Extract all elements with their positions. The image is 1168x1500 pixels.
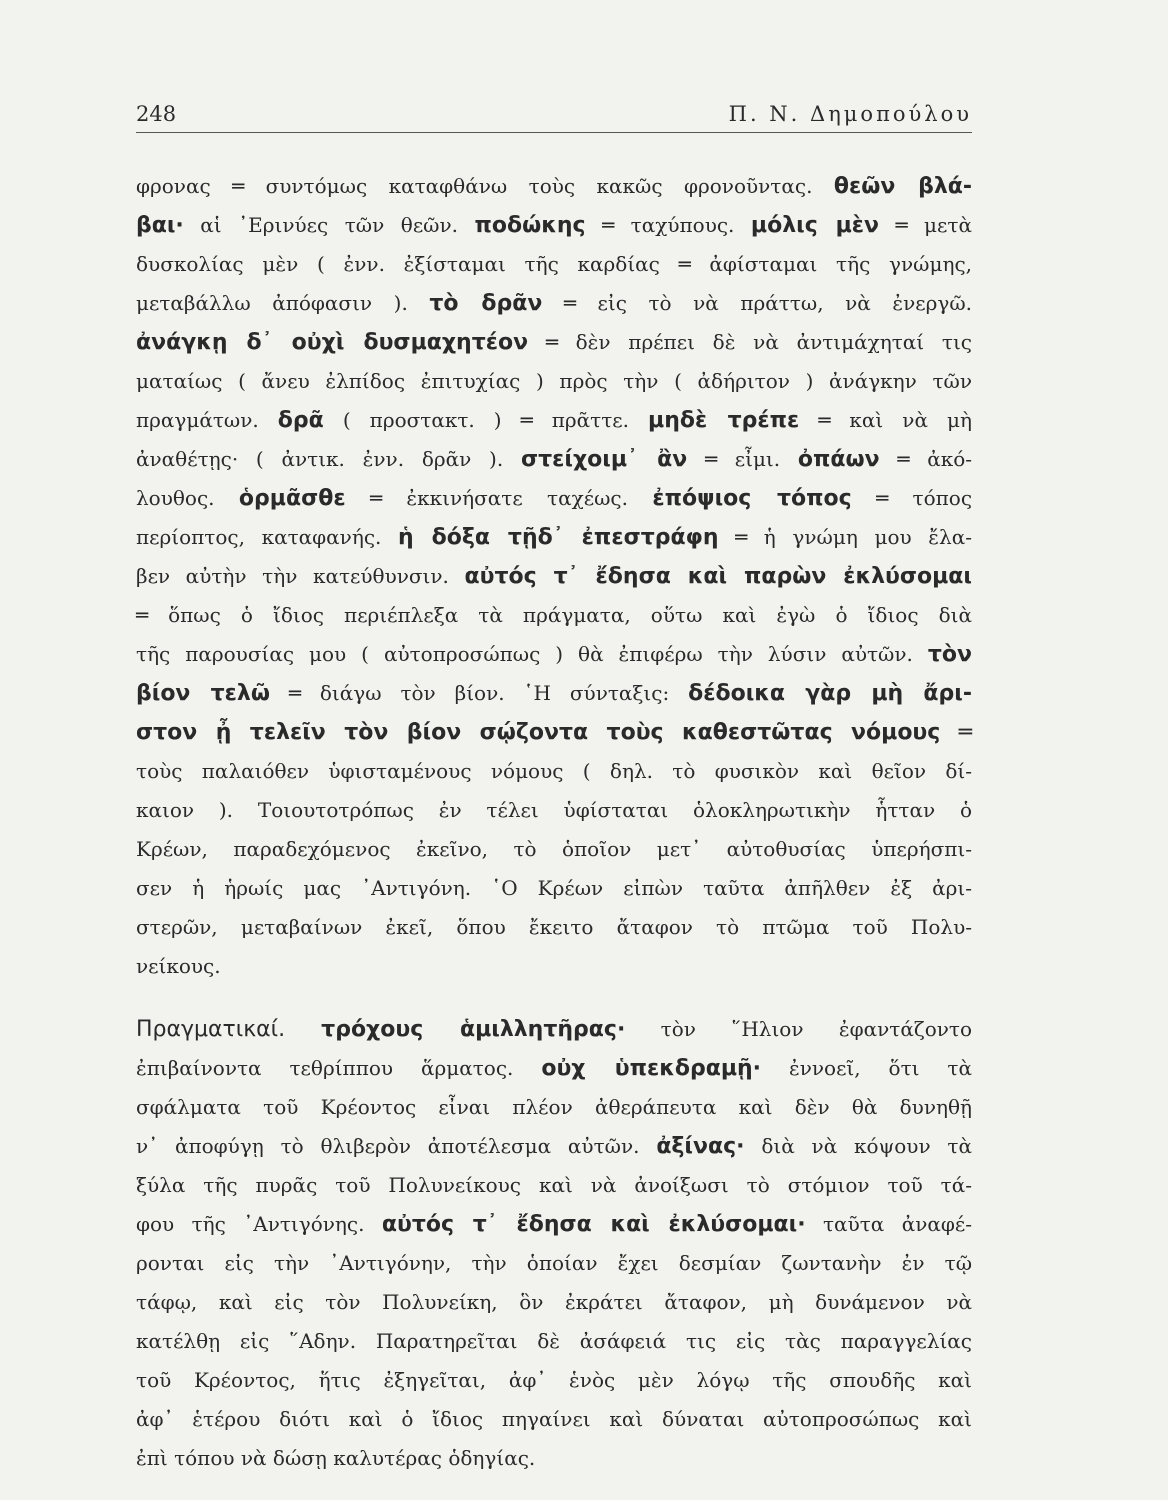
gloss-text: ═ διάγω τὸν βίον. ῾Η σύνταξις:: [269, 681, 689, 705]
gloss-text: κατέλθῃ εἰς ῞Αδην. Παρατηρεῖται δὲ ἀσάφειά τις εἰς τὰς παραγγελίας: [136, 1329, 972, 1353]
gloss-text: ἀφ᾿ ἑτέρου διότι καὶ ὁ ἴδιος πηγαίνει καὶ δύναται αὐτοπροσώπως καὶ: [136, 1407, 972, 1431]
gloss-text: τάφῳ, καὶ εἰς τὸν Πολυνείκη, ὃν ἐκράτει ἄταφον, μὴ δυνάμενον νὰ: [136, 1290, 972, 1314]
text-line: [136, 173, 972, 203]
gloss-text: ═ εἶμι.: [687, 447, 798, 471]
text-line: [136, 524, 972, 554]
text-line: [136, 1367, 972, 1397]
gloss-text: φου τῆς ᾿Αντιγόνης.: [136, 1212, 382, 1236]
gloss-text: Κρέων, παραδεχόμενος ἐκεῖνο, τὸ ὁποῖον μετ᾿ αὐτοθυσίας ὑπερήσπι-: [136, 837, 972, 861]
text-line: [136, 1172, 972, 1202]
lemma-term: τὸν: [927, 642, 972, 667]
gloss-text: τῆς παρουσίας μου ( αὐτοπροσώπως ) θὰ ἐπιφέρω τὴν λύσιν αὐτῶν.: [136, 642, 928, 666]
text-line: [136, 446, 972, 476]
gloss-text: λουθος.: [136, 486, 239, 510]
gloss-text: στερῶν, μεταβαίνων ἐκεῖ, ὅπου ἔκειτο ἄταφον τὸ πτῶμα τοῦ Πολυ-: [136, 915, 972, 939]
gloss-text: τοῦ Κρέοντος, ἥτις ἐξηγεῖται, ἀφ᾿ ἑνὸς μὲν λόγῳ τῆς σπουδῆς καὶ: [136, 1368, 972, 1392]
gloss-text: καιον ). Τοιουτοτρόπως ἐν τέλει ὑφίσταται ὁλοκληρωτικὴν ἧτταν ὁ: [136, 798, 972, 822]
text-line: [136, 212, 972, 242]
gloss-text: ξύλα τῆς πυρᾶς τοῦ Πολυνείκους καὶ νὰ ἀνοίξωσι τὸ στόμιον τοῦ τά-: [136, 1173, 972, 1197]
lemma-term: στείχοιμ᾿ ἂν: [520, 447, 688, 472]
text-line: [136, 251, 972, 281]
text-line: [136, 914, 972, 944]
text-line: [136, 329, 972, 359]
gloss-text: ἐπὶ τόπου νὰ δώσῃ καλυτέρας ὁδηγίας.: [136, 1446, 536, 1470]
gloss-text: ρονται εἰς τὴν ᾿Αντιγόνην, τὴν ὁποίαν ἔχει δεσμίαν ζωντανὴν ἐν τῷ: [136, 1251, 972, 1275]
gloss-text: ═ εἰς τὸ νὰ πράττω, νὰ ἐνεργῶ.: [542, 291, 972, 315]
gloss-text: ═ ὅπως ὁ ἴδιος περιέπλεξα τὰ πράγματα, οὕτω καὶ ἐγὼ ὁ ἴδιος διὰ: [136, 603, 972, 627]
lemma-term: ἐπόψιος τόπος: [652, 486, 852, 511]
gloss-text: αἱ ᾿Ερινύες τῶν θεῶν.: [183, 213, 475, 237]
gloss-text: ═ καὶ νὰ μὴ: [799, 408, 972, 432]
text-line: [136, 1094, 972, 1124]
page-number: 248: [136, 102, 177, 126]
gloss-text: δυσκολίας μὲν ( ἐνν. ἐξίσταμαι τῆς καρδίας ═ ἀφίσταμαι τῆς γνώμης,: [136, 252, 972, 276]
gloss-text: διὰ νὰ κόψουν τὰ: [744, 1134, 973, 1158]
gloss-text: ταῦτα ἀναφέ-: [805, 1212, 972, 1236]
text-line: [136, 953, 972, 983]
text-line: [136, 1328, 972, 1358]
text-line: [136, 1250, 972, 1280]
gloss-text: ═ μετὰ: [879, 213, 972, 237]
text-line: [136, 485, 972, 515]
text-line: [136, 1016, 972, 1046]
gloss-text: ═ τόπος: [851, 486, 973, 510]
text-line: [136, 797, 972, 827]
lemma-term: τρόχους ἁμιλλητῆρας·: [321, 1017, 626, 1042]
lemma-term: θεῶν βλά-: [833, 174, 972, 199]
lemma-term: μηδὲ τρέπε: [648, 408, 800, 433]
text-line: [136, 290, 972, 320]
text-line: [136, 680, 972, 710]
lemma-term: αὐτός τ᾿ ἔδησα καὶ παρὼν ἐκλύσομαι: [464, 564, 972, 589]
gloss-text: ═ ἀκό-: [879, 447, 972, 471]
lemma-term: τὸ δρᾶν: [429, 291, 543, 316]
text-line: [136, 1211, 972, 1241]
gloss-text: τοὺς παλαιόθεν ὑφισταμένους νόμους ( δηλ. τὸ φυσικὸν καὶ θεῖον δί-: [136, 759, 972, 783]
lemma-term: αὐτός τ᾿ ἔδησα καὶ ἐκλύσομαι·: [381, 1212, 806, 1237]
lemma-term: οὐχ ὑπεκδραμῇ·: [541, 1056, 762, 1081]
lemma-term: δρᾶ: [277, 408, 324, 433]
gloss-text: ═ ταχύπους.: [585, 213, 751, 237]
text-line: [136, 602, 972, 632]
gloss-text: ( προστακτ. ) ═ πρᾶττε.: [323, 408, 649, 432]
gloss-text: ἐννοεῖ, ὅτι τὰ: [761, 1056, 972, 1080]
lemma-term: ὀπάων: [797, 447, 880, 472]
gloss-text: σεν ἡ ἡρωίς μας ᾿Αντιγόνη. ῾Ο Κρέων εἰπὼν ταῦτα ἀπῆλθεν ἐξ ἀρι-: [136, 876, 972, 900]
text-line: [136, 1445, 972, 1475]
text-line: [136, 1055, 972, 1085]
lemma-term: ἀξίνας·: [656, 1134, 745, 1159]
gloss-text: ἐπιβαίνοντα τεθρίππου ἅρματος.: [136, 1056, 542, 1080]
text-line: [136, 1133, 972, 1163]
gloss-text: τὸν ῞Ηλιον ἐφαντάζοντο: [625, 1017, 972, 1041]
running-head: Π. Ν. Δημοπούλου: [728, 102, 972, 126]
text-line: [136, 1289, 972, 1319]
text-line: [136, 875, 972, 905]
lemma-term: ὁρμᾶσθε: [238, 486, 346, 511]
text-line: [136, 563, 972, 593]
lemma-term: μόλις μὲν: [750, 213, 879, 238]
gloss-text: μεταβάλλω ἀπόφασιν ).: [136, 291, 430, 315]
text-line: [136, 758, 972, 788]
gloss-text: ν᾿ ἀποφύγῃ τὸ θλιβερὸν ἀποτέλεσμα αὐτῶν.: [136, 1134, 657, 1158]
gloss-text: ═ δὲν πρέπει δὲ νὰ ἀντιμάχηταί τις: [528, 330, 972, 354]
text-line: [136, 1406, 972, 1436]
text-line: [136, 368, 972, 398]
gloss-text: ═ ἡ γνώμη μου ἔλα-: [718, 525, 972, 549]
gloss-text: νείκους.: [136, 954, 221, 978]
page-header: [136, 98, 972, 133]
lemma-term: ἡ δόξα τῇδ᾿ ἐπεστράφη: [398, 525, 719, 550]
section-heading: Πραγματικαί.: [136, 1017, 322, 1042]
gloss-text: περίοπτος, καταφανής.: [136, 525, 399, 549]
text-line: [136, 641, 972, 671]
lemma-term: βίον τελῶ: [136, 681, 270, 706]
lemma-term: ἀνάγκῃ δ᾿ οὐχὶ δυσμαχητέον: [136, 330, 529, 355]
gloss-text: φρονας ═ συντόμως καταφθάνω τοὺς κακῶς φρονοῦντας.: [136, 174, 834, 198]
text-line: [136, 836, 972, 866]
lemma-term: ποδώκης: [474, 213, 586, 238]
text-line: [136, 719, 972, 749]
gloss-text: ═ ἐκκινήσατε ταχέως.: [345, 486, 653, 510]
gloss-text: σφάλματα τοῦ Κρέοντος εἶναι πλέον ἀθεράπευτα καὶ δὲν θὰ δυνηθῇ: [136, 1095, 972, 1119]
gloss-text: πραγμάτων.: [136, 408, 278, 432]
text-line: [136, 407, 972, 437]
gloss-text: ἀναθέτῃς· ( ἀντικ. ἐνν. δρᾶν ).: [136, 447, 521, 471]
gloss-text: βεν αὐτὴν τὴν κατεύθυνσιν.: [136, 564, 465, 588]
lemma-term: βαι·: [136, 213, 184, 238]
lemma-term: στον ᾖ τελεῖν τὸν βίον σῴζοντα τοὺς καθεστῶτας νόμους ═: [136, 720, 972, 745]
lemma-term: δέδοικα γὰρ μὴ ἄρι-: [688, 681, 972, 706]
gloss-text: ματαίως ( ἄνευ ἐλπίδος ἐπιτυχίας ) πρὸς τὴν ( ἀδήριτον ) ἀνάγκην τῶν: [136, 369, 972, 393]
